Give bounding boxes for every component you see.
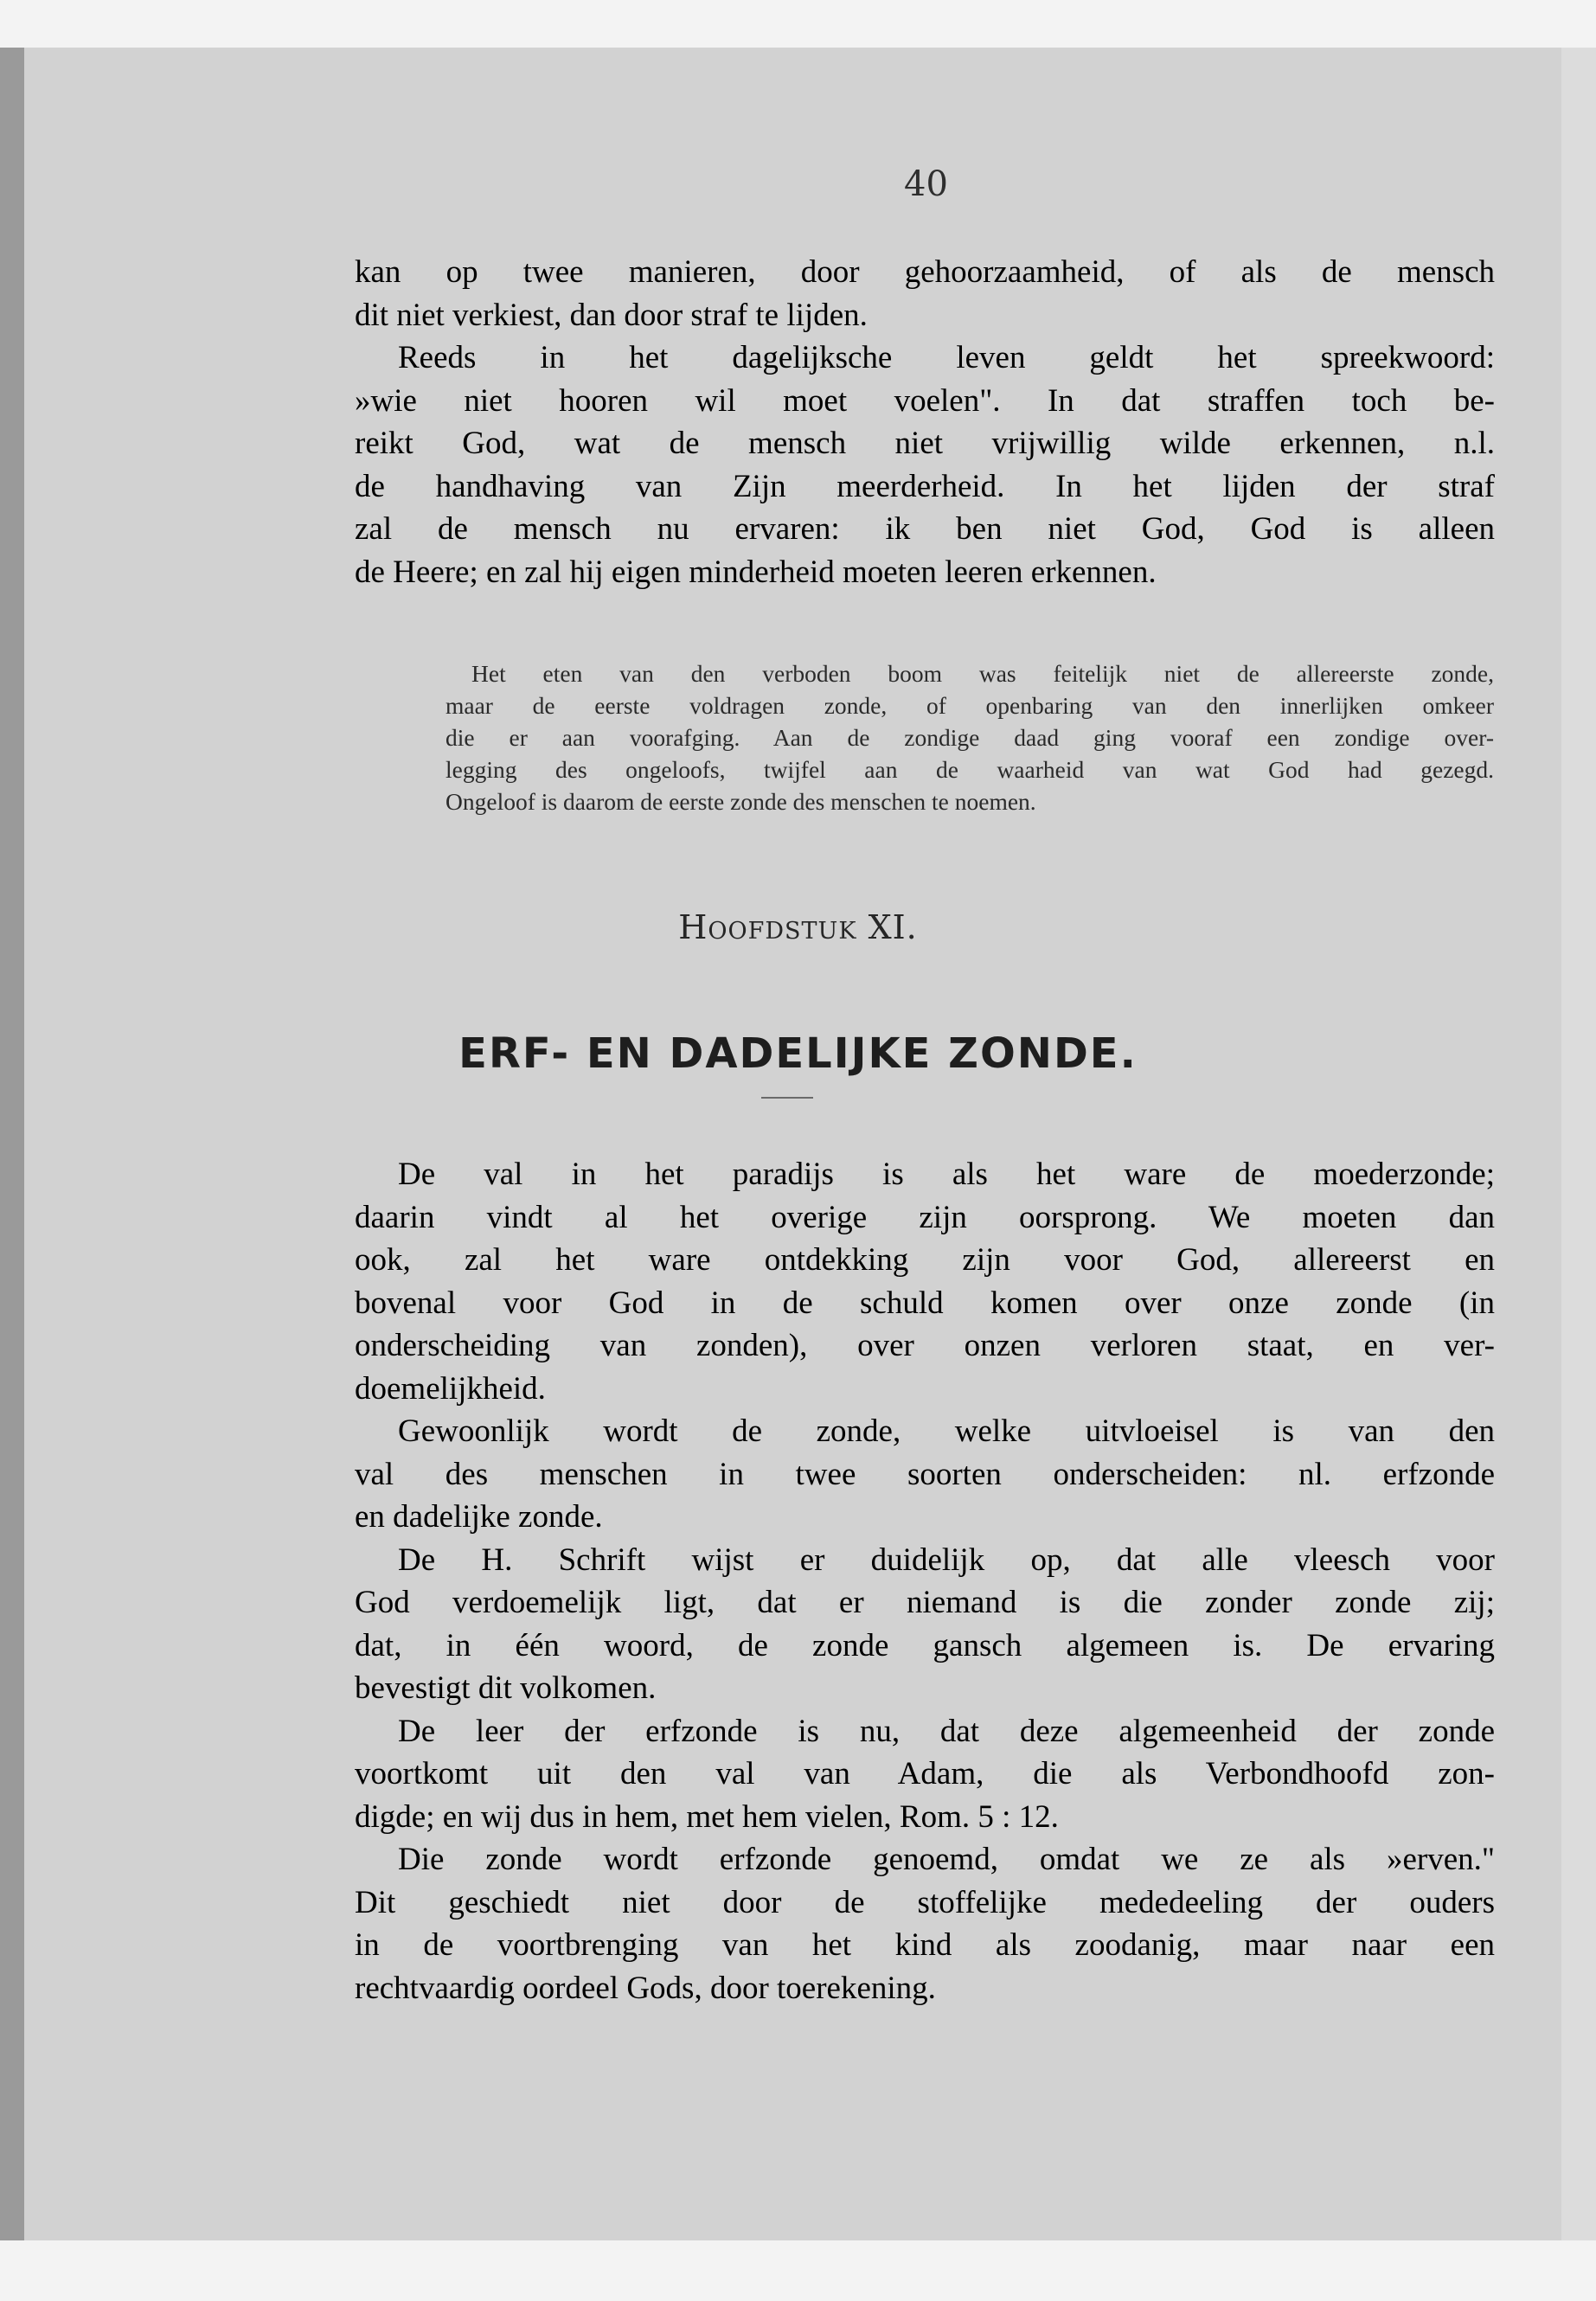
text-line: val des menschen in twee soorten onderscheiden: nl. erfzonde [355, 1456, 1495, 1492]
text-line: bovenal voor God in de schuld komen over onze zonde (in [355, 1285, 1495, 1321]
title-divider [761, 1097, 813, 1099]
text-line: ook, zal het ware ontdekking zijn voor God, allereerst en [355, 1242, 1495, 1278]
text-line: »wie niet hooren wil moet voelen". In dat straffen toch be- [355, 382, 1495, 419]
text-line: Gewoonlijk wordt de zonde, welke uitvloeisel is van den [398, 1413, 1495, 1449]
note-line: Het eten van den verboden boom was feitelijk niet de allereerste zonde, [471, 660, 1494, 687]
text-line: doemelijkheid. [355, 1370, 546, 1407]
text-line: in de voortbrenging van het kind als zoodanig, maar naar een [355, 1927, 1495, 1963]
note-line: legging des ongeloofs, twijfel aan de waarheid van wat God had gezegd. [445, 756, 1494, 783]
chapter-title: ERF- EN DADELIJKE ZONDE. [458, 1029, 1138, 1078]
text-line: bevestigt dit volkomen. [355, 1670, 657, 1706]
text-line: de Heere; en zal hij eigen minderheid moeten leeren erkennen. [355, 554, 1157, 590]
chapter-label [0, 908, 1596, 946]
text-line: kan op twee manieren, door gehoorzaamheid, of als de mensch [355, 254, 1495, 290]
text-line: reikt God, wat de mensch niet vrijwillig wilde erkennen, n.l. [355, 426, 1495, 461]
text-line: daarin vindt al het overige zijn oorsprong. We moeten dan [355, 1199, 1495, 1235]
note-line: die er aan voorafging. Aan de zondige daad ging vooraf een zondige over- [445, 724, 1494, 751]
text-line: dit niet verkiest, dan door straf te lijden. [355, 297, 868, 333]
intro-paragraphs [355, 251, 1495, 593]
book-spine-edge [0, 48, 24, 2240]
text-line: onderscheiding van zonden), over onzen verloren staat, en ver- [355, 1328, 1495, 1363]
scan-top-margin [0, 0, 1596, 48]
text-line: De H. Schrift wijst er duidelijk op, dat alle vleesch voor [398, 1541, 1495, 1578]
text-line: en dadelijke zonde. [355, 1499, 603, 1535]
scan-bottom-margin [0, 2240, 1596, 2301]
text-line: rechtvaardig oordeel Gods, door toerekening. [355, 1970, 936, 2006]
text-line: zal de mensch nu ervaren: ik ben niet God, God is alleen [355, 511, 1495, 547]
chapter-label-text: Hoofdstuk XI. [678, 908, 918, 946]
note-line: Ongeloof is daarom de eerste zonde des menschen te noemen. [445, 788, 1036, 815]
footnote-block [445, 657, 1494, 817]
text-line: Reeds in het dagelijksche leven geldt het spreekwoord: [398, 340, 1495, 375]
note-line: maar de eerste voldragen zonde, of openbaring van den innerlijken omkeer [445, 692, 1494, 719]
chapter-body [355, 1153, 1495, 2009]
text-line: God verdoemelijk ligt, dat er niemand is die zonder zonde zij; [355, 1585, 1495, 1620]
text-line: dat, in één woord, de zonde gansch algemeen is. De ervaring [355, 1627, 1495, 1663]
text-line: Dit geschiedt niet door de stoffelijke mededeeling der ouders [355, 1884, 1495, 1920]
text-line: digde; en wij dus in hem, met hem vielen, Rom. 5 : 12. [355, 1798, 1059, 1835]
text-line: Die zonde wordt erfzonde genoemd, omdat we ze als »erven." [398, 1842, 1495, 1877]
text-line: De val in het paradijs is als het ware de moederzonde; [398, 1157, 1495, 1192]
page-number: 40 [904, 164, 948, 204]
page-right-edge [1561, 48, 1596, 2240]
text-line: de handhaving van Zijn meerderheid. In het lijden der straf [355, 468, 1495, 504]
text-line: voortkomt uit den val van Adam, die als Verbondhoofd zon- [355, 1756, 1495, 1791]
text-line: De leer der erfzonde is nu, dat deze algemeenheid der zonde [398, 1713, 1495, 1749]
